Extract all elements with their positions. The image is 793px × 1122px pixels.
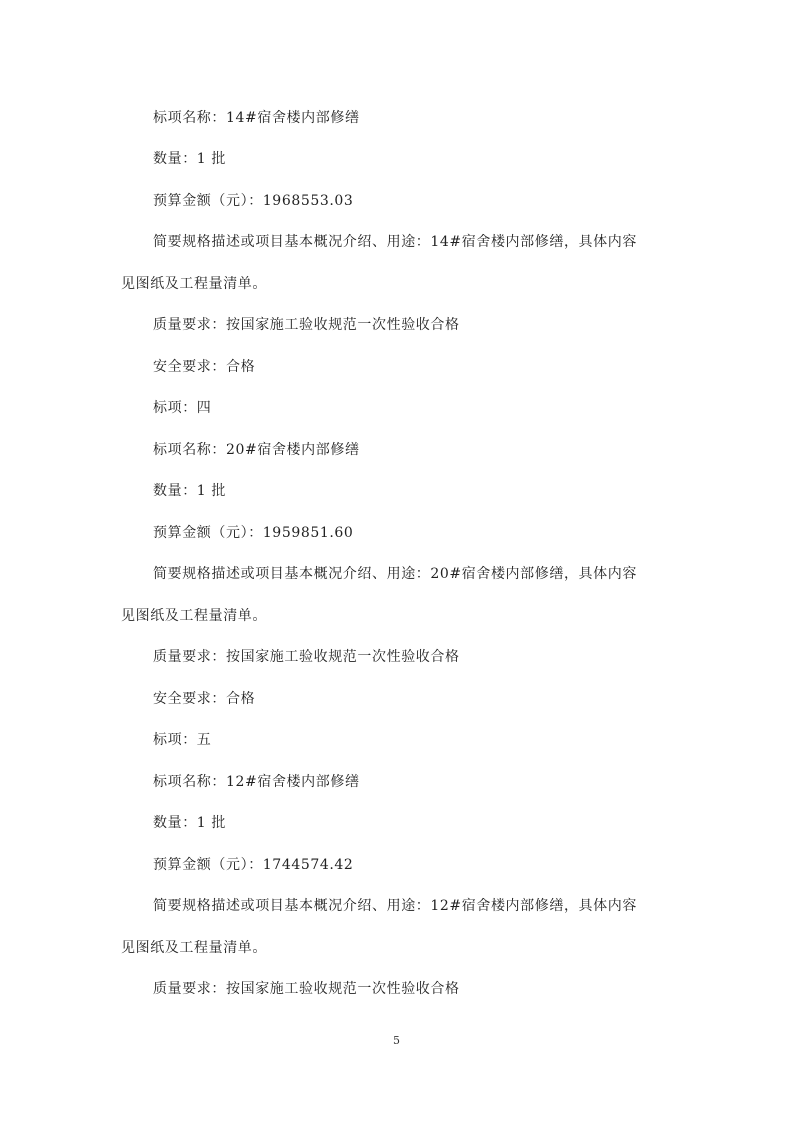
quantity-line: 数量：1 批 [153,151,226,167]
budget-line: 预算金额（元）：1959851.60 [153,525,354,541]
description-continuation-line: 见图纸及工程量清单。 [121,608,267,624]
quantity-line: 数量：1 批 [153,483,226,499]
lot-name-line: 标项名称：20#宿舍楼内部修缮 [153,442,360,458]
lot-name-line: 标项名称：12#宿舍楼内部修缮 [153,774,360,790]
budget-line: 预算金额（元）：1968553.03 [153,193,354,209]
quality-requirement-line: 质量要求：按国家施工验收规范一次性验收合格 [153,981,460,997]
page-number: 5 [393,1034,400,1047]
lot-heading-line: 标项：五 [153,732,212,748]
lot-name-line: 标项名称：14#宿舍楼内部修缮 [153,110,360,126]
lot-heading-line: 标项：四 [153,400,212,416]
description-line: 简要规格描述或项目基本概况介绍、用途：12#宿舍楼内部修缮，具体内容 [153,898,637,914]
description-line: 简要规格描述或项目基本概况介绍、用途：20#宿舍楼内部修缮，具体内容 [153,566,637,582]
quantity-line: 数量：1 批 [153,815,226,831]
description-continuation-line: 见图纸及工程量清单。 [121,940,267,956]
quality-requirement-line: 质量要求：按国家施工验收规范一次性验收合格 [153,649,460,665]
quality-requirement-line: 质量要求：按国家施工验收规范一次性验收合格 [153,317,460,333]
description-continuation-line: 见图纸及工程量清单。 [121,276,267,292]
budget-line: 预算金额（元）：1744574.42 [153,857,354,873]
description-line: 简要规格描述或项目基本概况介绍、用途：14#宿舍楼内部修缮，具体内容 [153,234,637,250]
safety-requirement-line: 安全要求：合格 [153,691,256,707]
safety-requirement-line: 安全要求：合格 [153,359,256,375]
